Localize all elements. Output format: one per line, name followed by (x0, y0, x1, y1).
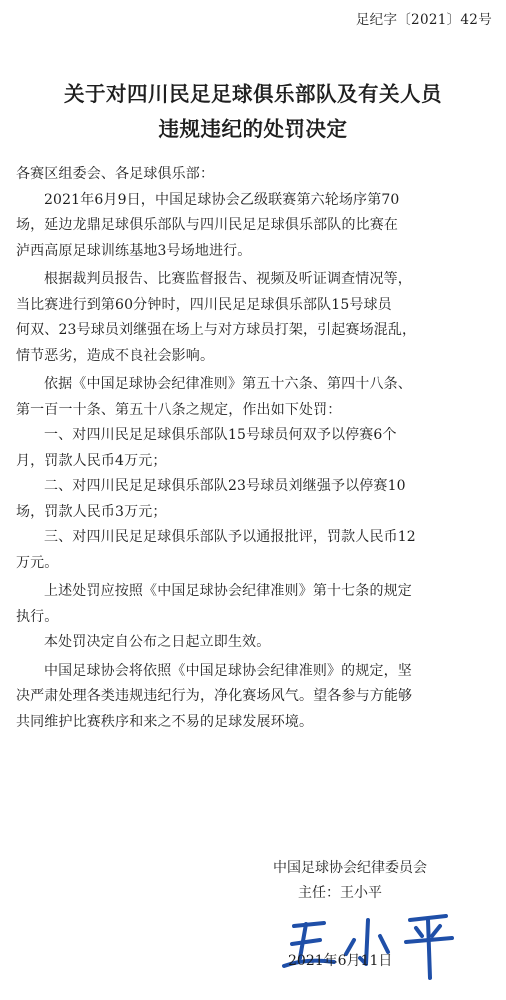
body-line: 万元。 (16, 554, 59, 571)
body-line: 何双、23号球员刘继强在场上与对方球员打架，引起赛场混乱， (16, 322, 417, 338)
effective-statement: 本处罚决定自公布之日起立即生效。 (44, 634, 271, 650)
body-line: 共同维护比赛秩序和来之不易的足球发展环境。 (16, 713, 314, 730)
salutation: 各赛区组委会、各足球俱乐部： (16, 166, 215, 182)
body-line: 场，罚款人民币3万元； (16, 503, 167, 520)
document-title-line-1: 关于对四川民足足球俱乐部队及有关人员 (64, 82, 442, 106)
body-line: 上述处罚应按照《中国足球协会纪律准则》第十七条的规定 (44, 583, 412, 599)
penalty-item-2: 二、对四川民足足球俱乐部队23号球员刘继强予以停赛10 (44, 478, 406, 494)
penalty-item-1: 一、对四川民足足球俱乐部队15号球员何双予以停赛6个 (44, 427, 397, 443)
penalty-item-3: 三、对四川民足足球俱乐部队予以通报批评，罚款人民币12 (44, 529, 416, 545)
signature-director: 主任：王小平 (298, 885, 382, 901)
body-line: 2021年6月9日，中国足球协会乙级联赛第六轮场序第70 (44, 191, 400, 208)
body-line: 决严肃处理各类违规违纪行为，净化赛场风气。望各参与方能够 (16, 688, 413, 704)
body-line: 依据《中国足球协会纪律准则》第五十六条、第四十八条、 (44, 376, 412, 392)
signature-organization: 中国足球协会纪律委员会 (273, 860, 427, 876)
body-line: 情节恶劣，造成不良社会影响。 (16, 347, 215, 364)
body-line: 第一百一十条、第五十八条之规定，作出如下处罚： (16, 401, 342, 418)
body-line: 当比赛进行到第60分钟时，四川民足足球俱乐部队15号球员 (16, 296, 392, 313)
body-line: 中国足球协会将依照《中国足球协会纪律准则》的规定，坚 (44, 662, 412, 679)
body-line: 场，延边龙鼎足球俱乐部队与四川民足足球俱乐部队的比赛在 (16, 217, 399, 233)
signature-date: 2021年6月11日 (288, 953, 393, 969)
body-line: 泸西高原足球训练基地3号场地进行。 (16, 242, 252, 259)
document-body (16, 162, 494, 735)
body-line: 根据裁判员报告、比赛监督报告、视频及听证调查情况等， (44, 271, 412, 287)
body-line: 月，罚款人民币4万元； (16, 452, 167, 469)
document-number: 足纪字〔2021〕42号 (355, 12, 492, 28)
document-title-line-2: 违规违纪的处罚决定 (158, 117, 348, 141)
body-line: 执行。 (16, 608, 59, 625)
